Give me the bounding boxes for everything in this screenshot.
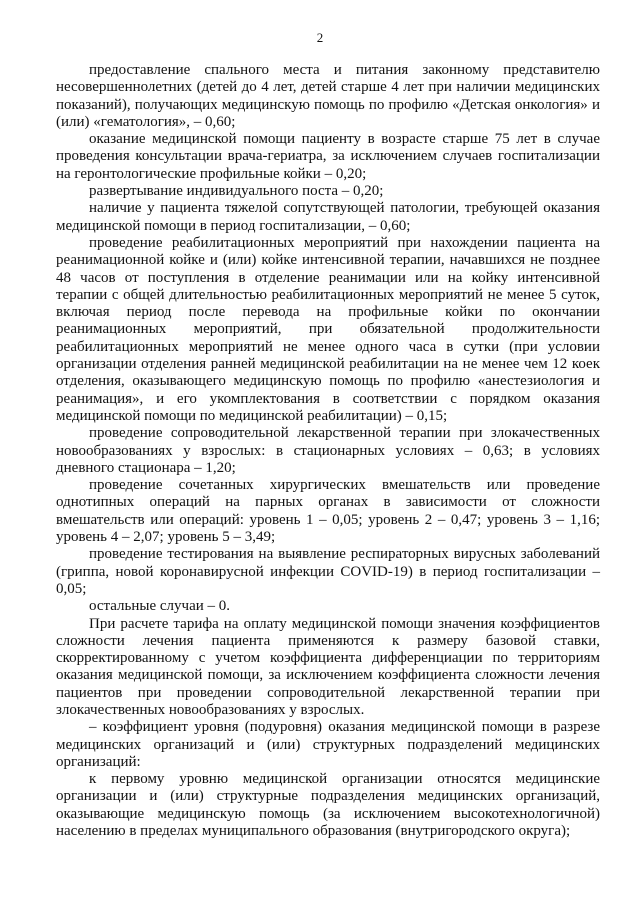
paragraph-individual-post: развертывание индивидуального поста – 0,20;: [89, 183, 384, 200]
paragraph-supportive-therapy: проведение сопроводительной лекарственной терапии при злокачественных новообразованиях у взрослых: в стационарных условиях – 0,63; в условиях дневного стационара – 1,20;: [56, 425, 600, 476]
paragraph-combined-surgery: проведение сочетанных хирургических вмешательств или проведение однотипных операций на парных органах в зависимости от сложности вмешательств или операций: уровень 1 – 0,05; уровень 2 – 0,47; уровень 3 – 1,16; уровень 4 – 2,07; уровень 5 – 3,49;: [56, 477, 600, 546]
paragraph-tariff-calculation: При расчете тарифа на оплату медицинской помощи значения коэффициентов сложности лечения пациента применяются к размеру базовой ставки, скорректированному с учетом коэффициента дифференциации по территориям оказания медицинской помощи, за исключением коэффициента сложности лечения пациентов при проведении сопроводительной лекарственной терапии при злокачественных новообразованиях у взрослых.: [56, 615, 600, 718]
paragraph-icu-rehabilitation: проведение реабилитационных мероприятий при нахождении пациента на реанимационной койке и (или) койке интенсивной терапии, начавшихся не позднее 48 часов от поступления в отделение реанимации или на койку интенсивной терапии с общей длительностью реабилитационных мероприятий не менее 5 суток, включая период после перевода на профильные койки по окончании реанимационных мероприятий, при обязательной продолжительности реабилитационных мероприятий не менее одного часа в сутки (при условии организации отделения ранней медицинской реабилитации на не менее чем 12 коек отделения, оказывающего медицинскую помощь по профилю «анестезиология и реанимация», и его укомплектования в соответствии с порядком оказания медицинской помощи по медицинской реабилитации) – 0,15;: [56, 234, 600, 424]
paragraph-level-coefficient: – коэффициент уровня (подуровня) оказания медицинской помощи в разрезе медицинских организаций и (или) структурных подразделений медицинских организаций:: [56, 719, 600, 770]
paragraph-caregiver-accommodation: предоставление спального места и питания законному представителю несовершеннолетних (детей до 4 лет, детей старше 4 лет при наличии медицинских показаний), получающих медицинскую помощь по профилю «Детская онкология» и (или) «гематология», – 0,60;: [56, 62, 600, 130]
paragraph-severe-comorbidity: наличие у пациента тяжелой сопутствующей патологии, требующей оказания медицинской помощи в период госпитализации, – 0,60;: [56, 200, 600, 234]
document-body: [56, 62, 600, 840]
paragraph-first-level: к первому уровню медицинской организации относятся медицинские организации и (или) структурные подразделения медицинских организаций, оказывающие медицинскую помощь (за исключением высокотехнологичной) населению в пределах муниципального образования (внутригородского округа);: [56, 771, 600, 840]
paragraph-viral-testing: проведение тестирования на выявление респираторных вирусных заболеваний (гриппа, новой коронавирусной инфекции COVID-19) в период госпитализации – 0,05;: [56, 546, 600, 597]
paragraph-other-cases: остальные случаи – 0.: [89, 598, 231, 615]
page-number: 2: [316, 30, 324, 45]
paragraph-geriatric-consultation: оказание медицинской помощи пациенту в возрасте старше 75 лет в случае проведения консультации врача-гериатра, за исключением случаев госпитализации на геронтологические профильные койки – 0,20;: [56, 131, 600, 182]
